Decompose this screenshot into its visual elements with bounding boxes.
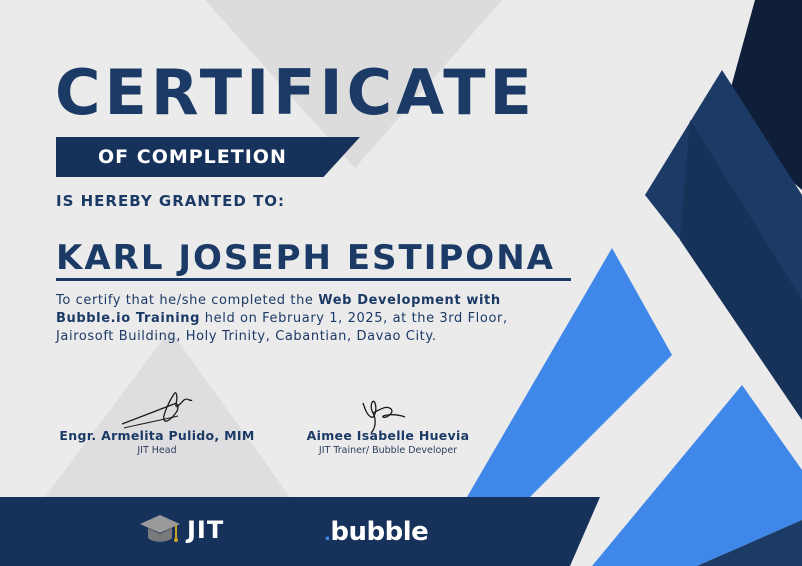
bubble-logo-text: bubble — [330, 517, 429, 547]
granted-label: IS HEREBY GRANTED TO: — [56, 192, 286, 210]
signatory-2-name: Aimee Isabelle Huevia — [306, 428, 470, 443]
body-course-name: Web Development with Bubble.io Training — [56, 293, 501, 326]
jit-logo — [139, 513, 224, 547]
signatory-2 — [302, 428, 474, 456]
bubble-logo-dot: . — [324, 524, 331, 545]
jit-logo-text: JIT — [187, 516, 225, 544]
certificate-title: CERTIFICATE — [55, 56, 536, 129]
body-text-part2: held on February 1, 2025, at the 3rd Floor, Jairosoft Building, Holy Trinity, Cabantian, Davao City. — [56, 311, 508, 344]
signatory-1-role: JIT Head — [137, 445, 177, 456]
certificate-body — [56, 292, 556, 346]
signatory-1-name: Engr. Armelita Pulido, MIM — [59, 428, 255, 443]
footer-band — [0, 497, 600, 566]
signatory-2-role: JIT Trainer/ Bubble Developer — [318, 445, 458, 456]
signature-1-image — [118, 390, 200, 432]
blue-band-main — [467, 248, 672, 497]
recipient-name: KARL JOSEPH ESTIPONA — [56, 238, 555, 278]
bubble-logo — [324, 517, 428, 547]
signatory-1 — [56, 428, 258, 456]
subtitle-text: OF COMPLETION — [98, 146, 287, 168]
recipient-underline — [56, 278, 571, 281]
body-text-part1: To certify that he/she completed the — [56, 293, 319, 308]
graduation-cap-icon — [139, 513, 181, 547]
